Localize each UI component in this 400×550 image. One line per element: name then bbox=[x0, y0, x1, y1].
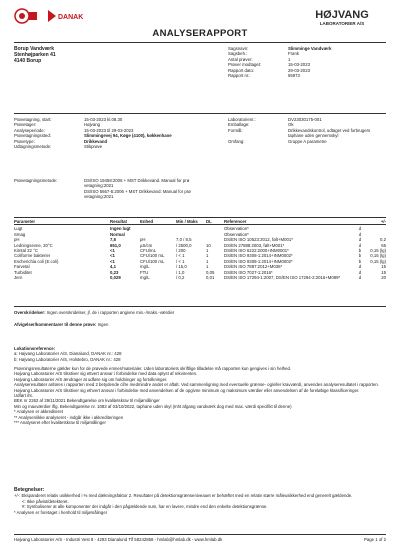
case-value: 15-03-2023 bbox=[288, 62, 310, 68]
case-info bbox=[228, 46, 388, 78]
danak-seal-icon bbox=[14, 6, 38, 26]
table-cell: / < 1 bbox=[176, 258, 185, 264]
legend-line: <: Ikke påvist/detekteret. bbox=[22, 498, 69, 504]
table-cell: 15 bbox=[381, 269, 386, 275]
table-bottom-divider bbox=[14, 306, 386, 307]
sampling-method bbox=[14, 178, 234, 200]
sample-value: Ok bbox=[288, 122, 294, 128]
case-value: 29-03-2023 bbox=[288, 67, 310, 73]
note-line: * Analysen er akkrediteret bbox=[14, 409, 63, 415]
note-line: *** Analyseret efter kvalitetskrav til miljømålinger bbox=[14, 420, 106, 426]
table-cell: 651,0 bbox=[110, 242, 121, 248]
danak-text: DANAK bbox=[58, 14, 84, 21]
danak-logo-2 bbox=[46, 6, 88, 26]
brand-name: HØJVANG bbox=[315, 9, 369, 21]
table-cell: / < 1 bbox=[176, 253, 185, 259]
sample-label: Prøvetagningssted: bbox=[14, 133, 52, 139]
table-cell: Jern bbox=[14, 275, 23, 281]
location-line: a: Højvang Laboratorier A/S, Dianalund, DANAK nr.: 428 bbox=[14, 351, 122, 357]
table-cell: b bbox=[358, 248, 362, 254]
table-cell: DS/EN ISO 9308-1:2014+INM0002* bbox=[224, 253, 293, 259]
table-cell: DS/EN ISO 17294-1:2007, DS/EN ISO 17294-2:2016+M089* bbox=[224, 275, 341, 281]
table-body bbox=[14, 226, 386, 280]
table-cell: 1 bbox=[206, 258, 209, 264]
method-line: vetagning:2021 bbox=[84, 194, 114, 200]
table-cell: 7,5 bbox=[110, 237, 116, 243]
table-cell: DS/EN 27888:2003, følt+M001* bbox=[224, 242, 285, 248]
footer-text: Højvang Laboratorier A/S - Industri Vest 8 - 4293 Dianalund Tlf 58242858 - hmlab@hmlab.dk - www.hmlab.dk bbox=[14, 537, 223, 542]
table-cell: mg/L bbox=[140, 264, 150, 270]
sample-value: Gruppe A parametre bbox=[288, 138, 327, 144]
sample-value: Stikprøve bbox=[84, 144, 103, 150]
table-cell: d bbox=[358, 237, 362, 243]
case-value: 55973 bbox=[288, 73, 300, 79]
sample-value: Drikkevandskontrol, udtaget ved forbrugers taphane uden gennemskyl bbox=[288, 127, 371, 139]
table-cell: Escherichia coli (E.coli) bbox=[14, 258, 59, 264]
table-cell: DS/EN ISO 7027-1:2016* bbox=[224, 269, 273, 275]
exceedances bbox=[14, 310, 386, 315]
note-line: Højvang Laboratorier A/S tilsstiver sig ettvert ansvar i forbindelse med data oplyst af rekvirenten. bbox=[14, 371, 198, 377]
table-cell: DS/EN ISO 7887:2012+M035* bbox=[224, 264, 283, 270]
sample-label: Analyseperiode: bbox=[14, 127, 45, 133]
footer bbox=[14, 537, 386, 542]
table-cell: <1 bbox=[110, 253, 115, 259]
sample-value: 15-03-2023 til 29-03-2023 bbox=[84, 127, 134, 133]
case-label: Antal prøver: bbox=[228, 56, 253, 62]
table-cell: 0,029 bbox=[110, 275, 121, 281]
table-cell: DS/EN ISO 9308-1:2014+INM0002* bbox=[224, 258, 293, 264]
sample-info-right bbox=[228, 117, 388, 144]
table-cell: b bbox=[358, 253, 362, 259]
note-line: Prøvningsresultaterne gælder kun for de prøvede emner/materialer. Uden laboratoriets skriftlige tilladelse må rapporten kun gengives i sin helhed. bbox=[14, 366, 292, 371]
method-lines bbox=[84, 178, 191, 200]
note-line: Højvang Laboratorier A/S tilsstiver sig ethvert ansvar i forbindelse med anvendelsen af de opgivne minimum og maksimum værdier eller anvendelsen af de foreløbige klassificeringer. bbox=[14, 387, 360, 393]
table-cell: 10 bbox=[206, 242, 211, 248]
table-cell: pH bbox=[14, 237, 20, 243]
header-logos bbox=[14, 6, 88, 30]
table-cell: 0,23 bbox=[110, 269, 119, 275]
case-label: Sagsnavn: bbox=[228, 46, 249, 51]
case-label: Rapport nr.: bbox=[228, 73, 251, 79]
table-cell: d bbox=[358, 264, 362, 270]
danak-wordmark-icon bbox=[46, 6, 88, 26]
danak-logo-1 bbox=[14, 6, 38, 26]
table-cell: Farvetal bbox=[14, 264, 30, 270]
page-number: Page 1 of 2 bbox=[364, 537, 386, 542]
remarks-label: Afvigelser/kommentarer til denne prøve: bbox=[14, 322, 97, 327]
sample-label: Udtagningsmetode: bbox=[14, 144, 52, 150]
col-header: Enhed bbox=[140, 219, 154, 224]
sample-label: Prøvetype: bbox=[14, 138, 35, 144]
method-row bbox=[14, 178, 234, 200]
case-label: Sagsbeh.: bbox=[228, 51, 248, 57]
table-top-divider bbox=[14, 217, 386, 218]
locations-title: Lokationsreference: bbox=[14, 346, 56, 351]
sample-value: Drikkevand bbox=[84, 138, 108, 144]
case-value: Slimminge Vandværk bbox=[288, 46, 332, 51]
brand-sub: LABORATORIER A/S bbox=[319, 21, 365, 26]
legend-title: Betegnelser: bbox=[14, 487, 45, 493]
table-cell: Ingen lugt bbox=[110, 226, 131, 232]
table-cell: DS/EN ISO 10523:2012, følt+M001* bbox=[224, 237, 293, 243]
sample-label: Omfang: bbox=[228, 138, 245, 144]
note-line: Udført iht. bbox=[14, 393, 33, 399]
table-cell: µS/cm bbox=[140, 242, 153, 248]
sample-value: 15-03-2023 kl.08.30 bbox=[84, 117, 123, 122]
method-line: DS/ISO 19458:2006 + MST Drikkevand. Manual for prø bbox=[84, 178, 190, 183]
table-cell: Observation* bbox=[224, 231, 249, 237]
note-line: ** Analysen/ikke analyseret - indgår ikke i akkrediteringen bbox=[14, 414, 124, 420]
table-cell: <1 bbox=[110, 258, 115, 264]
note-line: Højvang Laboratorier A/S ændrager at udføre sig om holdninger og fortolkninger. bbox=[14, 376, 168, 382]
table-cell: CFU/100 mL bbox=[140, 258, 165, 264]
table-cell: / 0,2 bbox=[176, 275, 185, 281]
table-cell: CFU/100 mL bbox=[140, 253, 165, 259]
table-cell: 7,0 / 8,5 bbox=[176, 237, 192, 243]
col-header: DL bbox=[206, 219, 212, 224]
legend-line: #: Symboliserer at alle komponenter der indgår i den pågældende sum, har en lavere, mindre end den enkelte detektionsgrænse. bbox=[22, 504, 268, 510]
sample-value: Højvang bbox=[84, 122, 101, 128]
sample-value: DV23030175-001 bbox=[288, 117, 322, 122]
sample-label: Emballage: bbox=[228, 122, 250, 128]
col-header: Min / Maks bbox=[176, 219, 198, 224]
notes bbox=[14, 366, 386, 425]
table-cell: d bbox=[358, 226, 362, 232]
method-line: vetagning:2021 bbox=[84, 183, 114, 189]
table-cell: 0,15 (lg) bbox=[370, 253, 386, 259]
legend-line: +/-: Ekspanderet relativ usikkerhed i % med dækningsfaktor 2. Resultater på detektionsgrænseniveauet er behæftet med en relativ større måleusikkerhed end generelt gældende. bbox=[14, 493, 353, 499]
hojvang-logo-icon bbox=[298, 6, 386, 28]
customer-line: 4140 Borup bbox=[14, 58, 42, 64]
brand-logo bbox=[298, 6, 386, 28]
table-cell: 1 bbox=[206, 248, 209, 254]
customer-address bbox=[14, 46, 56, 64]
table-cell: CFU/mL bbox=[140, 248, 156, 254]
method-label: Prøvetagningsmetode: bbox=[14, 178, 58, 183]
table-cell: / 15,0 bbox=[176, 264, 187, 270]
customer-line: Borup Vandværk bbox=[14, 46, 55, 52]
table-cell: Turbiditet bbox=[14, 269, 32, 275]
table-cell: d bbox=[358, 269, 362, 275]
col-header: Resultat bbox=[110, 219, 127, 224]
table-cell: DS/EN ISO 6222:2000+INM0001* bbox=[224, 248, 289, 254]
report-title: ANALYSERAPPORT bbox=[152, 28, 248, 39]
table-cell: 0,2 bbox=[380, 237, 386, 243]
table-cell: 0,15 (lg) bbox=[370, 258, 386, 264]
table-cell: pH bbox=[140, 237, 146, 243]
table-cell: Coliforme bakterier bbox=[14, 253, 51, 259]
legend-line: * Analysen er foretaget i henhold til miljømålinger bbox=[14, 509, 108, 515]
sample-row bbox=[228, 139, 388, 144]
case-value: Frank bbox=[288, 51, 299, 57]
location-line: b: Højvang Laboratorier A/S, Holstebro, DANAK nr.: 428 bbox=[14, 356, 121, 362]
table-cell: / 2500,0 bbox=[176, 242, 192, 248]
table-cell: 0,15 (lg) bbox=[370, 248, 386, 254]
table-cell: 0,05 bbox=[206, 269, 215, 275]
footer-divider bbox=[14, 534, 386, 535]
table-cell: Kimtal 22 °C bbox=[14, 248, 38, 254]
remarks bbox=[14, 322, 386, 327]
results-table bbox=[14, 219, 386, 280]
sample-label: Prøvetagning, start: bbox=[14, 117, 52, 122]
table-row bbox=[14, 275, 386, 280]
col-header: Parameter bbox=[14, 219, 36, 224]
exceedances-value: Ingen overskridelser, jf. de i rapporten angivne min.-/maks.-værdier bbox=[46, 310, 175, 315]
col-header: +/- bbox=[380, 219, 386, 224]
sample-label: Prøvetager: bbox=[14, 122, 37, 128]
note-line: Analyseresultater anføres i rapporten med 2 betydende cifre medmindre andet er aftalt. Ved sammenligning med eventuelle grænse- og/eller kravværdi, anvendes analyseresultatet i rapporten. bbox=[14, 382, 379, 388]
table-cell: 15 bbox=[381, 264, 386, 270]
table-cell: 0,01 bbox=[206, 275, 215, 281]
sample-label: Formål: bbox=[228, 127, 243, 133]
table-cell: b bbox=[358, 258, 362, 264]
table-cell: Lugt bbox=[14, 226, 23, 232]
sample-row bbox=[228, 128, 388, 139]
table-cell: Ledningsevne, 20°C bbox=[14, 242, 53, 248]
table-cell: 65 bbox=[381, 242, 386, 248]
exceedances-label: Overskridelser: bbox=[14, 310, 46, 315]
table-cell: Normal bbox=[110, 231, 125, 237]
table-cell: 1 bbox=[206, 264, 209, 270]
case-value: 1 bbox=[288, 56, 291, 62]
table-cell: / 1,0 bbox=[176, 269, 185, 275]
table-cell: d bbox=[358, 231, 362, 237]
table-cell: 20 bbox=[381, 275, 386, 281]
title-divider bbox=[14, 42, 386, 43]
info-divider bbox=[14, 113, 386, 114]
col-header: Referencer bbox=[224, 219, 247, 224]
case-label: Prøver modtaget: bbox=[228, 62, 262, 68]
case-row bbox=[228, 73, 388, 78]
sample-label: Laboratorienr.: bbox=[228, 117, 256, 122]
table-cell: 1 bbox=[206, 253, 209, 259]
remarks-value: Ingen bbox=[97, 322, 109, 327]
sample-row bbox=[14, 144, 224, 149]
note-line: Min og maxværdier iflg. Bekendtgørelse nr. 1083 af 03/10/2022, taphane uden skyl (mht afgang vandværk dog med max. værdi specifikt til denne) bbox=[14, 403, 292, 409]
table-cell: FTU bbox=[140, 269, 149, 275]
table-cell: 4,1 bbox=[110, 264, 116, 270]
case-label: Rapport dato: bbox=[228, 67, 255, 73]
locations bbox=[14, 346, 386, 362]
customer-line: Stenhøjparken 41 bbox=[14, 52, 56, 58]
table-cell: mg/L bbox=[140, 275, 150, 281]
sample-info bbox=[14, 117, 224, 149]
method-line: DS/ISO 5667-5:2006 + MST Drikkevand. Manual for prø bbox=[84, 188, 191, 194]
legend bbox=[14, 488, 386, 515]
note-line: BEK nr 2262 af 29/11/2021 Bekendtgørelse om kvalitetskrav til miljømålinger bbox=[14, 398, 160, 404]
table-cell: Smag bbox=[14, 231, 26, 237]
sample-value: Slimmingevej 94, Køge (4100), køkkenhane bbox=[84, 133, 172, 139]
table-cell: <1 bbox=[110, 248, 115, 254]
table-cell: / 200 bbox=[176, 248, 186, 254]
table-cell: d bbox=[358, 242, 362, 248]
table-cell: Observation* bbox=[224, 226, 249, 232]
table-cell: d bbox=[358, 275, 362, 281]
